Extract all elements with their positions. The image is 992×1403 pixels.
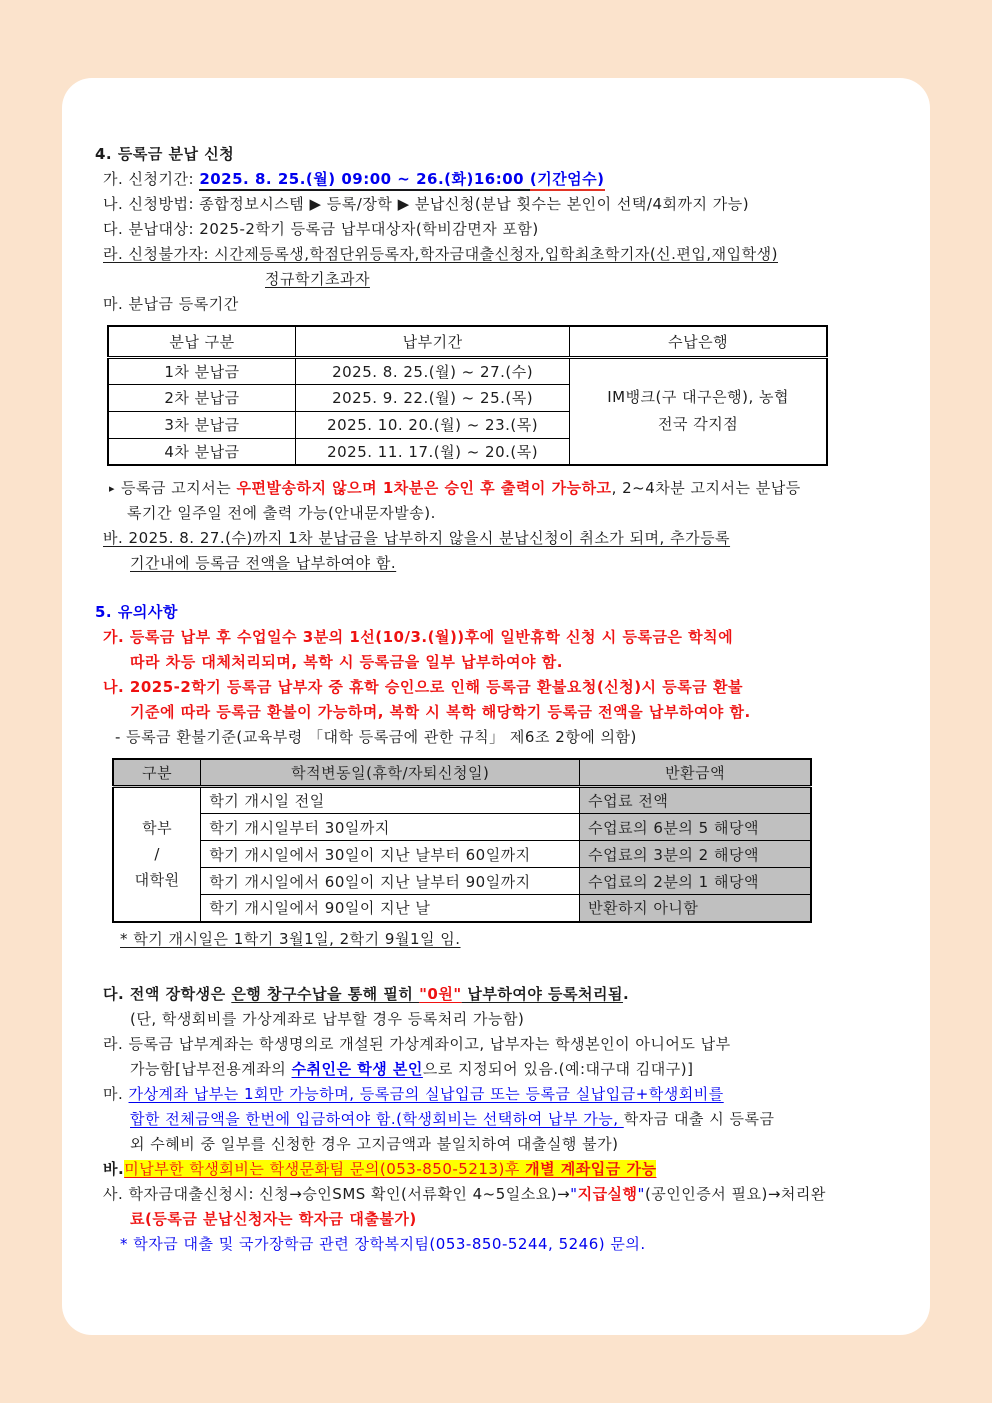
refund-amount-4: 수업료의 2분의 1 해당액	[580, 868, 811, 895]
col-refund-amount: 반환금액	[580, 759, 811, 787]
refund-condition-1: 학기 개시일 전일	[201, 787, 580, 814]
loan-procedure-post: (공인인증서 필요)→처리완	[644, 1184, 826, 1203]
col-change-date: 학적변동일(휴학/자퇴신청일)	[201, 759, 580, 787]
one-time-deposit-line2	[130, 1107, 910, 1132]
installment-2-period: 2025. 9. 22.(월) ~ 25.(목)	[295, 384, 569, 411]
refund-condition-2: 학기 개시일부터 30일까지	[201, 814, 580, 841]
bill-notice-line2: 록기간 일주일 전에 출력 가능(안내문자발송).	[127, 504, 436, 522]
refund-condition-3: 학기 개시일에서 30일이 지난 날부터 60일까지	[201, 841, 580, 868]
virtual-account-line1: 라. 등록금 납부계좌는 학생명의로 개설된 가상계좌이고, 납부자는 학생본인이 아니어도 납부	[103, 1034, 731, 1053]
refund-rule-line2: 기준에 따라 등록금 환불이 가능하며, 복학 시 복학 해당학기 등록금 전액을 납부하여야 함.	[130, 703, 751, 721]
refund-amount-5: 반환하지 아니함	[580, 895, 811, 922]
contact-info: * 학자금 대출 및 국가장학금 관련 장학복지팀(053-850-5244, 5246) 문의.	[120, 1234, 646, 1253]
installment-1-period: 2025. 8. 25.(월) ~ 27.(수)	[295, 357, 569, 384]
refund-regulation-ref: - 등록금 환불기준(교육부령 「대학 등록금에 관한 규칙」 제6조 2항에 의함)	[115, 728, 637, 746]
bank-branches: 전국 각지점	[658, 415, 739, 434]
loan-procedure-pre: 사. 학자금대출신청시: 신청→승인SMS 확인(서류확인 4~5일소요)→	[103, 1184, 571, 1203]
refund-rule-line1: 나. 2025-2학기 등록금 납부자 중 휴학 승인으로 인해 등록금 환불요청(신청)시 등록금 환불	[103, 678, 743, 696]
document-content	[62, 78, 930, 1257]
installment-3-label: 3차 분납금	[108, 411, 295, 438]
application-period-dates: 2025. 8. 25.(월) 09:00 ~ 26.(화)16:00	[199, 170, 530, 191]
zero-won-rule	[103, 982, 910, 1007]
table-row	[113, 814, 811, 841]
virtual-account-line2-post: 으로 지정되어 있음.(예:대구대 김대구)]	[422, 1059, 694, 1078]
table-row	[113, 841, 811, 868]
unpaid-fee-label: 바.	[103, 1159, 125, 1178]
one-time-deposit-blue1: 가상계좌 납부는 1회만 가능하며, 등록금의 실납입금 또는 등록금 실납입금+학생회비를	[128, 1084, 724, 1103]
bill-notice-post: , 2~4차분 고지서는 분납등	[611, 479, 801, 497]
unpaid-fee-highlight	[124, 1160, 656, 1178]
refund-condition-5: 학기 개시일에서 90일이 지난 날	[201, 895, 580, 922]
refund-condition-4: 학기 개시일에서 60일이 지난 날부터 90일까지	[201, 868, 580, 895]
col-receiving-bank: 수납은행	[570, 326, 827, 357]
installment-schedule-table	[107, 325, 828, 466]
zero-won-sub-note: (단, 학생회비를 가상계좌로 납부할 경우 등록처리 가능함)	[130, 1009, 525, 1028]
bill-notice-line1	[109, 476, 910, 501]
col-payment-period: 납부기간	[295, 326, 569, 357]
unpaid-fee-rule	[103, 1157, 910, 1182]
group-slash: /	[154, 845, 160, 864]
semester-start-note: * 학기 개시일은 1학기 3월1일, 2학기 9월1일 임.	[120, 929, 461, 948]
zero-won-pre: 전액 장학생은	[129, 984, 232, 1003]
installment-4-period: 2025. 11. 17.(월) ~ 20.(목)	[295, 438, 569, 465]
zero-won-tail: .	[623, 984, 630, 1003]
section5-title: 5. 유의사항	[95, 603, 178, 621]
zero-won-underline1: 은행 창구수납을 통해 필히	[231, 984, 420, 1003]
unpaid-fee-highlight-normal: 미납부한 학생회비는 학생문화팀 문의(053-850-5213)후	[124, 1159, 526, 1178]
refund-amount-1: 수업료 전액	[580, 787, 811, 814]
loan-procedure-line2: 료(등록금 분납신청자는 학자금 대출불가)	[130, 1209, 417, 1228]
unpaid-fee-highlight-bold: 개별 계좌입금 가능	[525, 1159, 657, 1178]
document-page	[62, 78, 930, 1335]
cancellation-rule-line2: 기간내에 등록금 전액을 납부하여야 함.	[130, 554, 397, 572]
loan-quote-close: "	[637, 1184, 645, 1203]
zero-won-underline2: 납부하여야 등록처리됨	[461, 984, 624, 1003]
cancellation-rule-line1: 바. 2025. 8. 27.(수)까지 1차 분납금을 납부하지 않을시 분납신청이 취소가 되며, 추가등록	[103, 529, 731, 547]
one-time-deposit-line3: 외 수혜비 중 일부를 신청한 경우 고지금액과 불일치하여 대출실행 불가)	[130, 1134, 619, 1153]
installment-1-label: 1차 분납금	[108, 357, 295, 384]
refund-amount-3: 수업료의 3분의 2 해당액	[580, 841, 811, 868]
refund-amount-2: 수업료의 6분의 5 해당액	[580, 814, 811, 841]
one-time-deposit-line1	[103, 1082, 910, 1107]
item-installment-period-heading: 마. 분납금 등록기간	[103, 295, 239, 313]
item-ineligible-line1: 라. 신청불가자: 시간제등록생,학점단위등록자,학자금대출신청자,입학최초학기자(신.편입,재입학생)	[103, 245, 778, 263]
section4-title: 4. 등록금 분납 신청	[95, 145, 235, 163]
receiving-bank-cell	[570, 357, 827, 465]
loan-procedure-line1	[103, 1182, 910, 1207]
group-grad: 대학원	[134, 871, 180, 890]
leave-rule-line2: 따라 차등 대체처리되며, 복학 시 등록금을 일부 납부하여야 함.	[130, 653, 563, 671]
table-header-row	[108, 326, 827, 357]
refund-criteria-table	[112, 758, 812, 923]
table-header-row	[113, 759, 811, 787]
group-undergrad: 학부	[142, 819, 173, 838]
loan-execute-step: 지급실행	[577, 1184, 638, 1203]
virtual-account-line2	[130, 1057, 910, 1082]
installment-4-label: 4차 분납금	[108, 438, 295, 465]
installment-3-period: 2025. 10. 20.(월) ~ 23.(목)	[295, 411, 569, 438]
table-row	[108, 357, 827, 384]
one-time-deposit-black: 학자금 대출 시 등록금	[623, 1109, 775, 1128]
item-installment-target: 다. 분납대상: 2025-2학기 등록금 납부대상자(학비감면자 포함)	[103, 220, 539, 238]
installment-2-label: 2차 분납금	[108, 384, 295, 411]
bill-notice-pre: 등록금 고지서는	[121, 479, 237, 497]
table-row	[113, 868, 811, 895]
loan-quote-open: "	[570, 1184, 578, 1203]
item-ineligible-line2: 정규학기초과자	[265, 270, 370, 288]
triangle-bullet-icon: ▸	[109, 482, 116, 495]
bank-name: IM뱅크(구 대구은행), 농협	[607, 388, 789, 407]
col-category: 구분	[113, 759, 201, 787]
zero-won-amount: "0원"	[419, 984, 462, 1003]
table-row	[113, 895, 811, 922]
bill-notice-warning: 우편발송하지 않으며 1차분은 승인 후 출력이 가능하고	[236, 479, 612, 497]
item-application-method: 나. 신청방법: 종합정보시스템 ▶ 등록/장학 ▶ 분납신청(분납 횟수는 본인이 선택/4회까지 가능)	[103, 195, 750, 213]
table-row	[113, 787, 811, 814]
item-application-period	[103, 167, 910, 192]
one-time-deposit-label: 마.	[103, 1084, 129, 1103]
strict-deadline-note: (기간엄수)	[530, 170, 605, 191]
col-installment-type: 분납 구분	[108, 326, 295, 357]
application-period-label: 가. 신청기간:	[103, 170, 200, 188]
leave-rule-line1: 가. 등록금 납부 후 수업일수 3분의 1선(10/3.(월))후에 일반휴학 신청 시 등록금은 학칙에	[103, 628, 734, 646]
virtual-account-line2-pre: 가능함[납부전용계좌의	[130, 1059, 292, 1078]
student-group-cell	[113, 787, 201, 922]
payee-note: 수취인은 학생 본인	[291, 1059, 423, 1078]
one-time-deposit-blue2: 합한 전체금액을 한번에 입금하여야 함.(학생회비는 선택하여 납부 가능,	[130, 1109, 624, 1128]
zero-won-label: 다.	[103, 984, 130, 1003]
